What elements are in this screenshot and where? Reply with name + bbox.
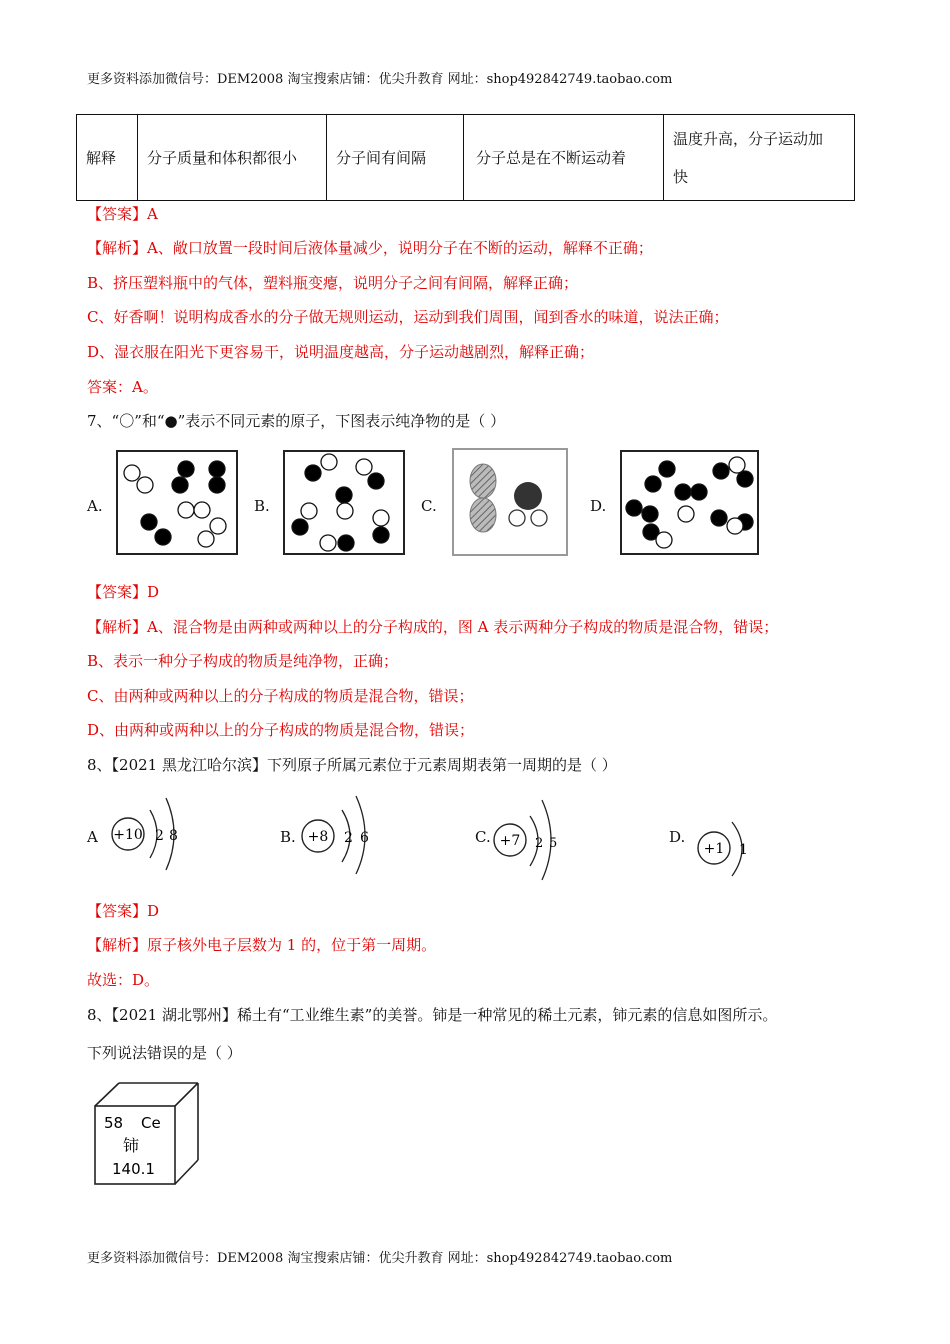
q6-analysis-line: B、挤压塑料瓶中的气体，塑料瓶变瘪，说明分子之间有间隔，解释正确； <box>87 274 579 292</box>
table-cell: 分子间有间隔 <box>327 115 464 201</box>
q7-diagram-a <box>116 450 238 555</box>
table-cell: 分子总是在不断运动着 <box>464 115 664 201</box>
table-row-label: 解释 <box>77 115 138 201</box>
q8a-final-answer: 故选：D。 <box>87 971 160 989</box>
molecule-diagram-b <box>285 452 403 553</box>
atom-shell-count: 8 <box>169 828 178 844</box>
q8a-option-b-label: B. <box>280 828 296 846</box>
q6-analysis-line: 【解析】A、敞口放置一段时间后液体量减少，说明分子在不断的运动，解释不正确； <box>87 239 653 257</box>
q7-analysis-line: D、由两种或两种以上的分子构成的物质是混合物，错误； <box>87 721 475 739</box>
q6-analysis-line: D、湿衣服在阳光下更容易干，说明温度越高，分子运动越剧烈，解释正确； <box>87 343 595 361</box>
q8b-stem-line: 下列说法错误的是（ ） <box>87 1044 242 1062</box>
table-cell-line: 温度升高，分子运动加 <box>673 129 824 148</box>
explanation-table <box>76 114 855 201</box>
table-row <box>77 115 855 201</box>
q8a-option-c-label: C. <box>475 828 491 846</box>
q7-analysis-line: B、表示一种分子构成的物质是纯净物，正确； <box>87 652 399 670</box>
atom-shell-count: 2 <box>535 836 544 851</box>
atom-shell-count: 2 <box>344 830 353 846</box>
q7-option-a-label: A. <box>87 497 103 515</box>
atom-nucleus-label: +1 <box>703 841 725 857</box>
molecule-diagram-a <box>118 452 236 553</box>
q6-analysis-line: C、好香啊！说明构成香水的分子做无规则运动，运动到我们周围，闻到香水的味道，说法正确； <box>87 308 729 326</box>
atom-shell-count: 6 <box>360 830 369 846</box>
atom-diagram-a <box>108 792 183 877</box>
q8a-option-d-label: D. <box>669 828 686 846</box>
q8a-analysis: 【解析】原子核外电子层数为 1 的，位于第一周期。 <box>87 936 437 954</box>
q8b-stem-line: 8、【2021 湖北鄂州】稀土有“工业维生素”的美誉。铈是一种常见的稀土元素，铈元素的信息如图所示。 <box>87 1006 778 1024</box>
q7-option-b-label: B. <box>254 497 270 515</box>
molecule-diagram-c <box>454 450 566 554</box>
table-cell-line: 快 <box>673 167 689 186</box>
atom-nucleus-label: +8 <box>307 829 329 845</box>
q7-diagram-b <box>283 450 405 555</box>
q6-answer: 【答案】A <box>87 205 158 223</box>
q8a-stem: 8、【2021 黑龙江哈尔滨】下列原子所属元素位于元素周期表第一周期的是（ ） <box>87 756 617 774</box>
atom-diagram-c <box>490 796 565 881</box>
page-footer: 更多资料添加微信号：DEM2008 淘宝搜索店铺：优尖升教育 网址：shop492842749.taobao.com <box>87 1251 673 1266</box>
table-cell-last <box>664 115 855 201</box>
q7-diagram-c <box>452 448 568 556</box>
q7-option-c-label: C. <box>421 497 437 515</box>
atom-shell-count: 1 <box>739 842 748 858</box>
q7-stem: 7、“〇”和“●”表示不同元素的原子，下图表示纯净物的是（ ） <box>87 412 506 430</box>
q8a-answer: 【答案】D <box>87 902 160 920</box>
page-header: 更多资料添加微信号：DEM2008 淘宝搜索店铺：优尖升教育 网址：shop492842749.taobao.com <box>87 72 673 87</box>
atom-diagram-d <box>694 818 754 880</box>
atom-nucleus-label: +7 <box>499 833 521 849</box>
table-cell: 分子质量和体积都很小 <box>138 115 327 201</box>
q7-answer: 【答案】D <box>87 583 160 601</box>
atom-diagram-b <box>298 792 378 877</box>
atom-shell-count: 5 <box>549 836 558 851</box>
q7-analysis-line: C、由两种或两种以上的分子构成的物质是混合物，错误； <box>87 687 474 705</box>
q7-diagram-d <box>620 450 759 555</box>
molecule-diagram-d <box>622 452 757 553</box>
element-cube-ce <box>92 1080 202 1190</box>
element-name: 铈 <box>123 1136 140 1155</box>
element-atomic-mass: 140.1 <box>112 1160 155 1178</box>
q7-analysis-line: 【解析】A、混合物是由两种或两种以上的分子构成的，图 A 表示两种分子构成的物质是混合物，错误； <box>87 618 779 636</box>
q7-option-d-label: D. <box>590 497 607 515</box>
element-atomic-number: 58 <box>104 1114 124 1132</box>
atom-shell-count: 2 <box>155 828 164 844</box>
q8a-option-a-label: A <box>87 828 98 846</box>
atom-nucleus-label: +10 <box>113 827 143 843</box>
element-symbol: Ce <box>141 1114 161 1132</box>
q6-final-answer: 答案：A。 <box>87 378 158 396</box>
